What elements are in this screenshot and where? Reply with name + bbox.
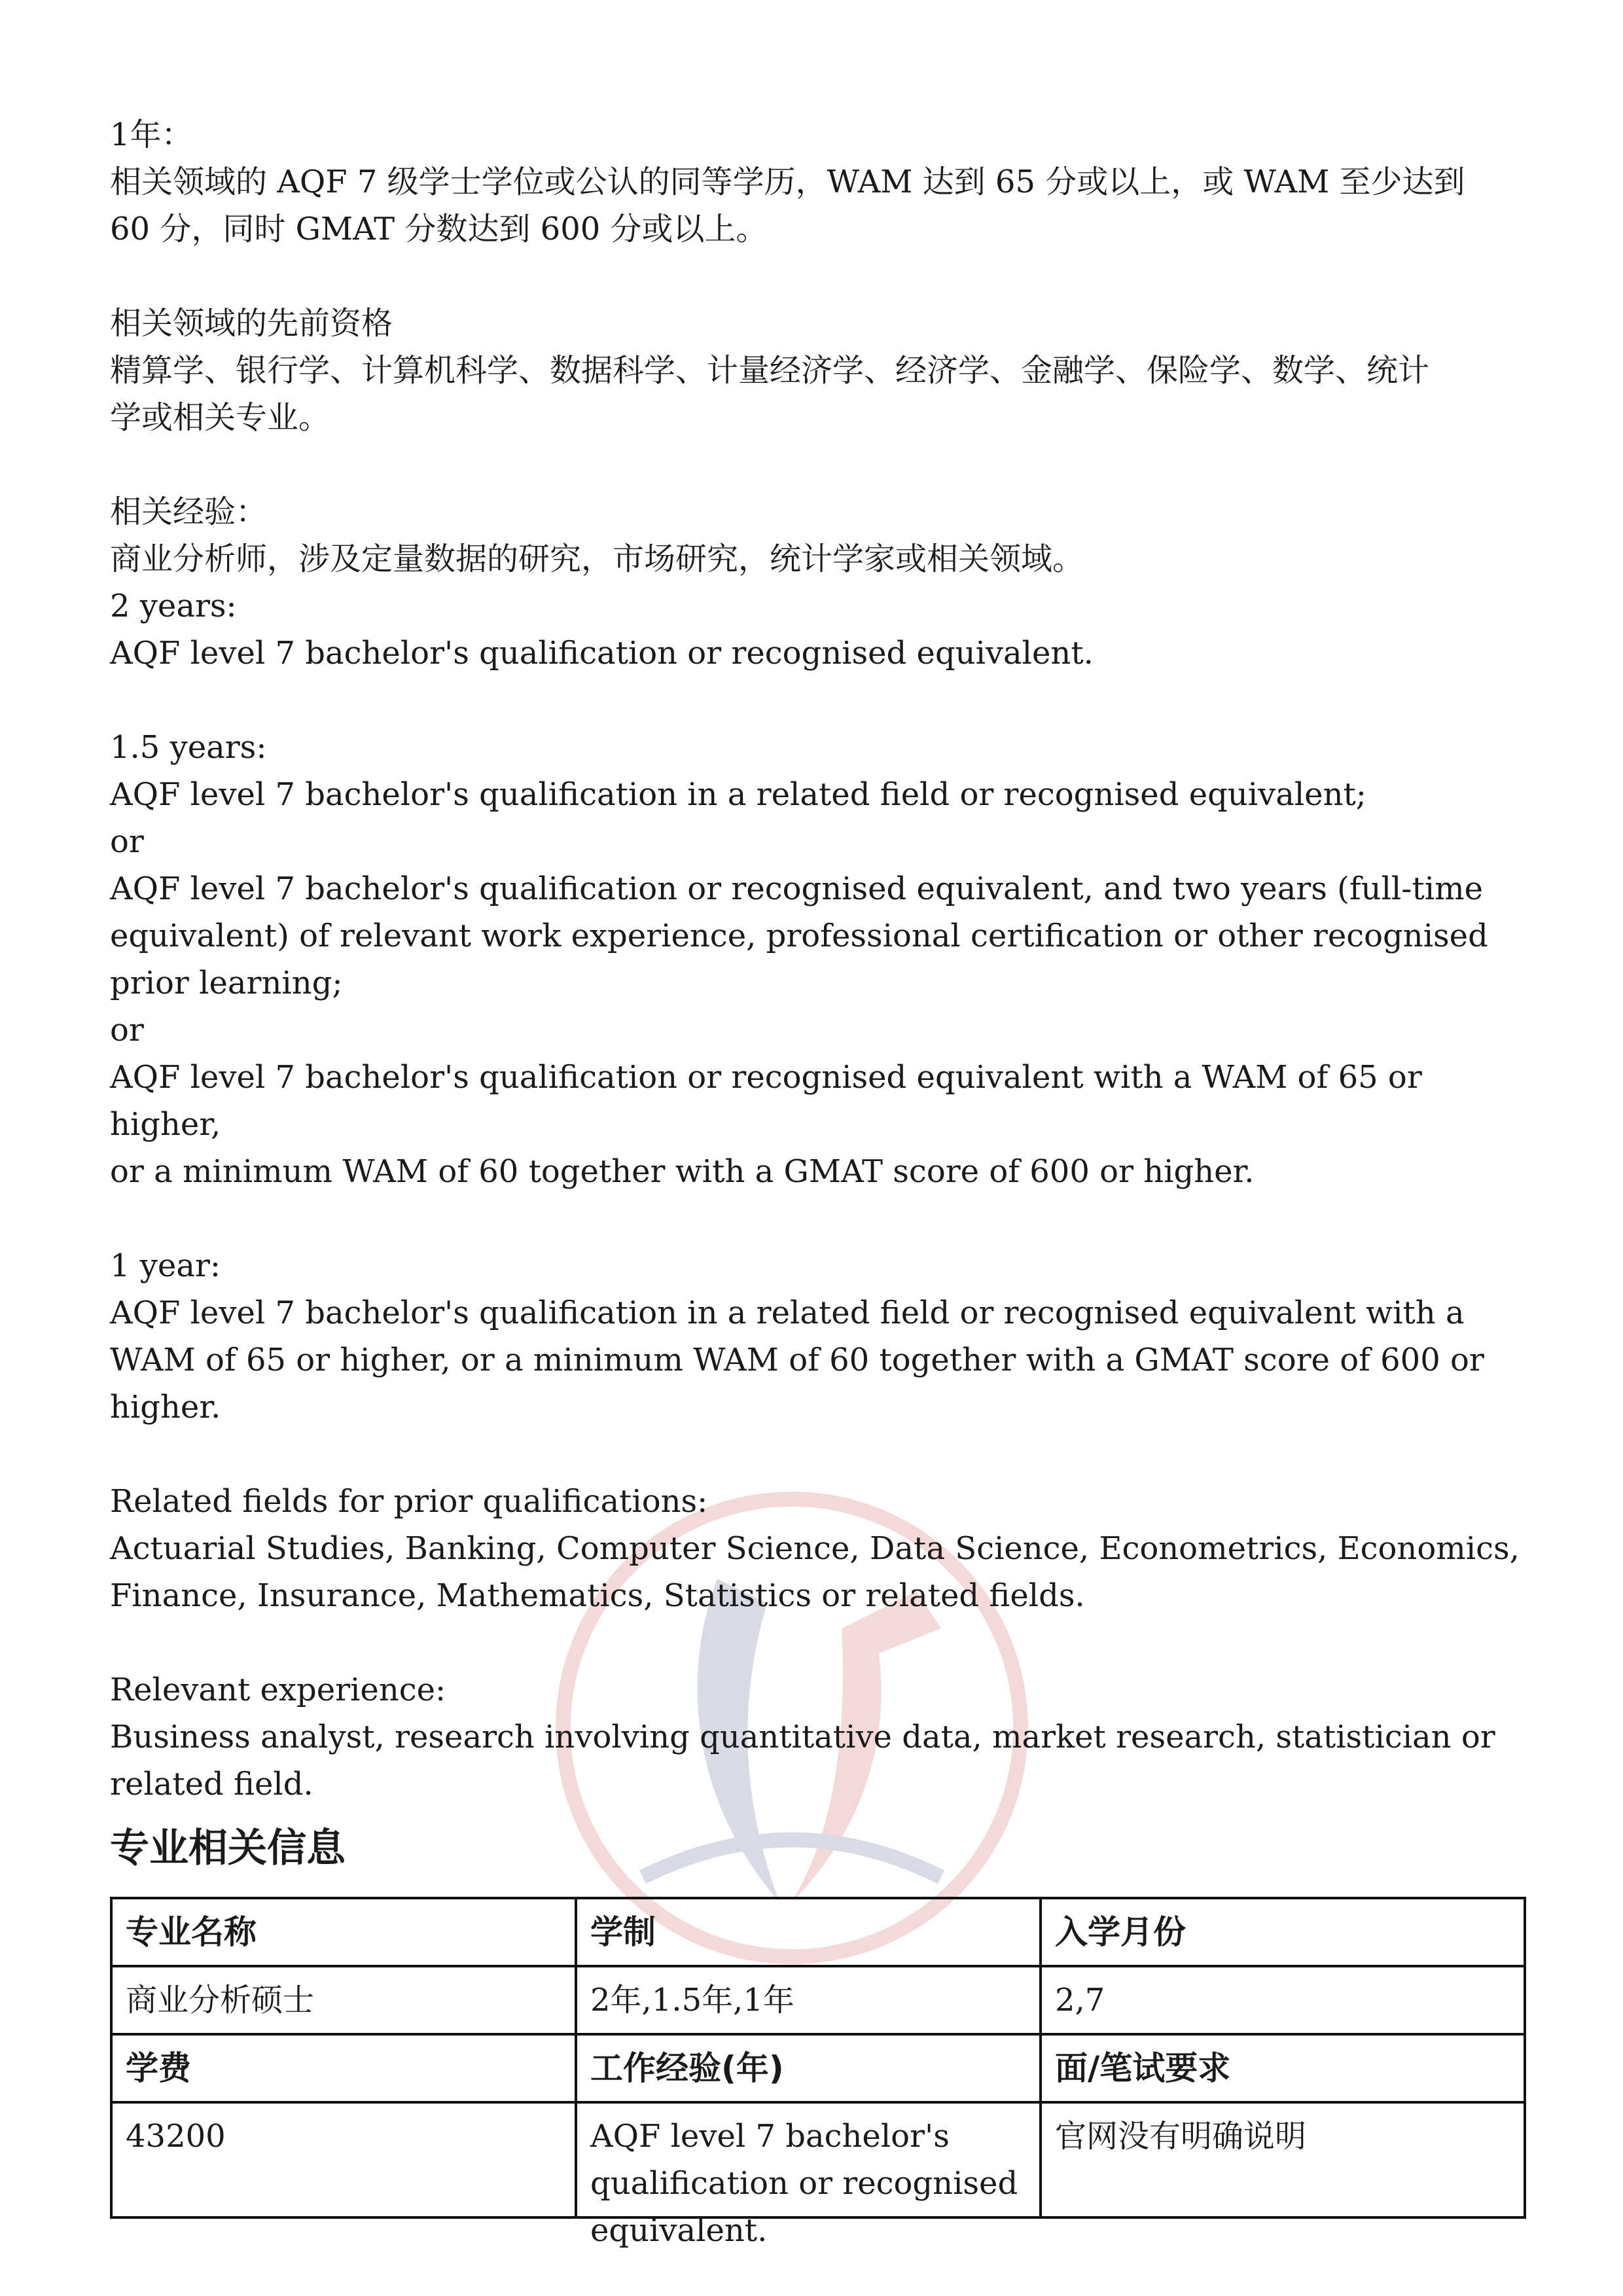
text-line: 精算学、银行学、计算机科学、数据科学、计量经济学、经济学、金融学、保险学、数学、统计 bbox=[110, 352, 1430, 389]
cell-duration: 2年,1.5年,1年 bbox=[576, 1966, 1041, 2034]
text-line: 2 years: bbox=[110, 588, 237, 624]
section-title: 专业相关信息 bbox=[110, 1825, 346, 1871]
text-line: 相关领域的先前资格 bbox=[110, 305, 393, 342]
paragraph-experience-zh bbox=[110, 488, 1524, 677]
text-line: 1年： bbox=[110, 117, 193, 153]
text-line: AQF level 7 bachelor's qualification or recognised equivalent with a WAM of 65 or higher, bbox=[110, 1059, 1422, 1143]
header-interview-requirement: 面/笔试要求 bbox=[1041, 2034, 1525, 2102]
body-text bbox=[110, 111, 1524, 1808]
paragraph-related-fields-zh bbox=[110, 300, 1524, 441]
header-work-experience: 工作经验(年) bbox=[576, 2034, 1041, 2102]
paragraph-related-fields bbox=[110, 1478, 1524, 1619]
cell-work-experience-text: AQF level 7 bachelor's qualification or recognised equivalent. bbox=[590, 2118, 1018, 2249]
text-line: equivalent) of relevant work experience, professional certification or other recognised bbox=[110, 918, 1488, 954]
text-line: or a minimum WAM of 60 together with a GMAT score of 600 or higher. bbox=[110, 1153, 1255, 1190]
text-line: 1.5 years: bbox=[110, 729, 267, 766]
text-line: 相关经验： bbox=[110, 493, 268, 530]
table-header-row bbox=[111, 1898, 1525, 1966]
cell-interview-requirement: 官网没有明确说明 bbox=[1041, 2102, 1525, 2217]
table-header-row bbox=[111, 2034, 1525, 2102]
text-line: higher. bbox=[110, 1389, 221, 1426]
header-intake: 入学月份 bbox=[1041, 1898, 1525, 1966]
text-line: prior learning; bbox=[110, 965, 343, 1001]
paragraph-relevant-experience bbox=[110, 1666, 1524, 1808]
text-line: or bbox=[110, 823, 144, 860]
text-line: related field. bbox=[110, 1766, 313, 1803]
text-line: AQF level 7 bachelor's qualification or recognised equivalent, and two years (full-time bbox=[110, 870, 1484, 907]
text-line: 60 分，同时 GMAT 分数达到 600 分或以上。 bbox=[110, 211, 768, 247]
text-line: WAM of 65 or higher, or a minimum WAM of 60 together with a GMAT score of 600 or bbox=[110, 1342, 1484, 1378]
text-line: 相关领域的 AQF 7 级学士学位或公认的同等学历，WAM 达到 65 分或以上，或 WAM 至少达到 bbox=[110, 164, 1465, 200]
cell-intake: 2,7 bbox=[1041, 1966, 1525, 2034]
program-info-table bbox=[110, 1897, 1526, 2249]
table-row bbox=[111, 1966, 1525, 2034]
header-duration: 学制 bbox=[576, 1898, 1041, 1966]
text-line: Related fields for prior qualifications: bbox=[110, 1483, 708, 1520]
cell-program-name: 商业分析硕士 bbox=[111, 1966, 576, 2034]
text-line: 1 year: bbox=[110, 1247, 221, 1284]
text-line: Business analyst, research involving quantitative data, market research, statistician or bbox=[110, 1719, 1495, 1755]
text-line: AQF level 7 bachelor's qualification in a related field or recognised equivalent; bbox=[110, 776, 1366, 813]
text-line: 商业分析师，涉及定量数据的研究，市场研究，统计学家或相关领域。 bbox=[110, 541, 1084, 577]
cell-work-experience bbox=[576, 2102, 1041, 2249]
cell-tuition: 43200 bbox=[111, 2102, 576, 2217]
text-line: Finance, Insurance, Mathematics, Statistics or related fields. bbox=[110, 1577, 1085, 1614]
text-line: Actuarial Studies, Banking, Computer Science, Data Science, Econometrics, Economics, bbox=[110, 1530, 1520, 1567]
text-line: AQF level 7 bachelor's qualification in a related field or recognised equivalent with a bbox=[110, 1295, 1465, 1331]
text-line: Relevant experience: bbox=[110, 1672, 446, 1708]
paragraph-1yr-zh bbox=[110, 111, 1524, 253]
table-row bbox=[111, 2102, 1525, 2217]
header-program-name: 专业名称 bbox=[111, 1898, 576, 1966]
paragraph-1-5-years bbox=[110, 724, 1524, 1195]
paragraph-1-year bbox=[110, 1242, 1524, 1431]
text-line: AQF level 7 bachelor's qualification or recognised equivalent. bbox=[110, 635, 1094, 672]
header-tuition: 学费 bbox=[111, 2034, 576, 2102]
text-line: or bbox=[110, 1012, 144, 1049]
text-line: 学或相关专业。 bbox=[110, 399, 330, 436]
